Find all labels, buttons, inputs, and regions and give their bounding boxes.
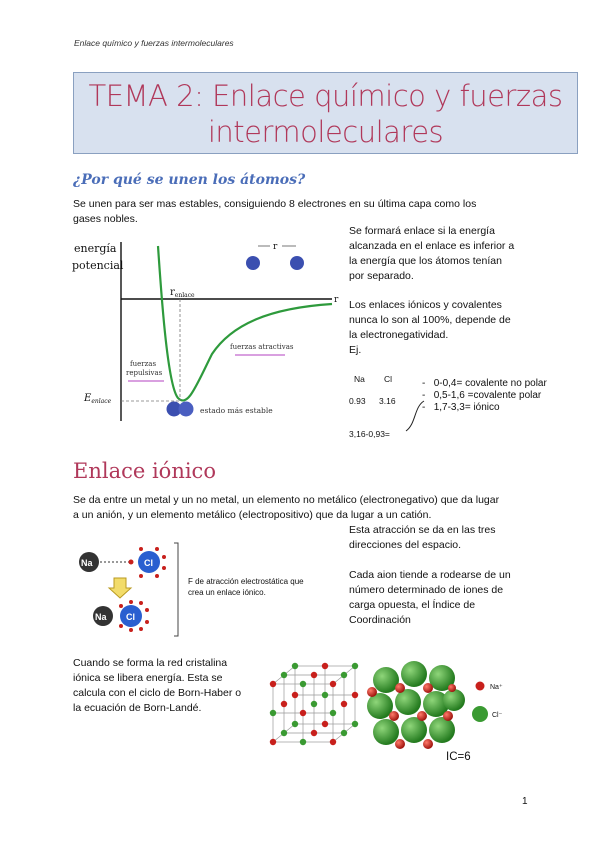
intro-line-2: gases nobles. (73, 213, 138, 225)
potential-curve (158, 246, 332, 400)
cl-legend-icon (472, 706, 488, 722)
ionic-right-paragraph-1 (349, 523, 549, 553)
example-cl: Cl (384, 374, 393, 384)
electron-dot (129, 560, 134, 565)
ionic-intro-line-1: Se da entre un metal y un no metal, un elemento no metálico (electronegativo) que da lugar (73, 494, 500, 506)
atom-bonded-2 (179, 402, 194, 417)
attractive-label: fuerzas atractivas (230, 343, 294, 351)
ionic-intro-paragraph (73, 493, 499, 523)
section-heading-ionic: Enlace iónico (73, 459, 216, 483)
ionic-intro-line-2: a un anión, y un elemento metálico (electropositivo) que da lugar a un catión. (73, 509, 432, 521)
right-p2-line: nunca lo son al 100%, depende de (349, 314, 511, 326)
title-line-1: TEMA 2: Enlace químico y fuerzas (88, 79, 563, 113)
legend-cl: Cl⁻ (492, 712, 503, 719)
lattice-energy-paragraph (73, 656, 263, 716)
bracket-line (172, 540, 182, 640)
e-enlace-label: $E_{enlace}$ (84, 393, 112, 405)
repulsive-label-1: fuerzas (130, 360, 157, 368)
coordination-index: IC=6 (446, 751, 471, 763)
crystal-lattice-space-filling (366, 660, 466, 752)
ionic-right-p2-line: Coordinación (349, 614, 411, 626)
electronegativity-example (349, 374, 579, 444)
classification-item-1: - 0-0,4= covalente no polar (422, 378, 547, 389)
right-p1-line: la energía que los átomos tenían (349, 255, 502, 267)
atom-separated-2 (290, 256, 304, 270)
example-cl-value: 3.16 (379, 396, 396, 406)
right-paragraph-2 (349, 298, 539, 358)
na-legend-icon (476, 682, 485, 691)
classification-list (422, 378, 547, 414)
intro-line-1: Se unen para ser mas estables, consiguiendo 8 electrones en su última capa como los (73, 198, 477, 210)
caption-line-2: crea un enlace iónico. (188, 588, 266, 597)
arrow-down-icon (109, 578, 131, 598)
right-p2-line: Ej. (349, 344, 362, 356)
example-na: Na (354, 374, 365, 384)
right-p1-line: por separado. (349, 270, 414, 282)
page-number: 1 (522, 796, 528, 807)
right-p2-line: Los enlaces iónicos y covalentes (349, 299, 502, 311)
graph-r-axis: r (334, 295, 339, 305)
ionic-right-p1-line: Esta atracción se da en las tres (349, 524, 496, 536)
classification-item-2: - 0,5-1,6 =covalente polar (422, 390, 542, 401)
ionic-right-p2-line: número determinado de iones de (349, 584, 504, 596)
ionic-right-p1-line: direcciones del espacio. (349, 539, 462, 551)
running-header: Enlace químico y fuerzas intermoleculares (74, 38, 234, 48)
diagram-na-label: Na (81, 558, 93, 568)
stable-label: estado más estable (200, 406, 273, 415)
ionic-right-paragraph-2 (349, 568, 549, 628)
atom-separated-1 (246, 256, 260, 270)
right-paragraph-1 (349, 224, 539, 284)
ionic-right-p2-line: carga opuesta, el Índice de (349, 599, 476, 611)
graph-r-label: r (273, 242, 278, 252)
section-question: ¿Por qué se unen los átomos? (73, 172, 306, 188)
lattice-ions (270, 663, 358, 745)
classification-item-3: - 1,7-3,3= iónico (422, 402, 500, 413)
caption-line-1: F de atracción electrostática que (188, 577, 304, 586)
lattice-line: Cuando se forma la red cristalina (73, 657, 228, 669)
graph-ylabel-1: energía (74, 242, 117, 255)
crystal-lattice-wireframe (265, 662, 365, 747)
diagram-caption (188, 576, 304, 598)
graph-ylabel-2: potencial (72, 259, 124, 272)
page-title (73, 78, 578, 150)
right-p1-line: Se formará enlace si la energía (349, 225, 495, 237)
repulsive-label-2: repulsivas (126, 369, 163, 377)
r-enlace-label: $r_{enlace}$ (170, 287, 195, 299)
diagram-na-ion-label: Na (95, 612, 107, 622)
lattice-legend (472, 680, 522, 724)
intro-paragraph (73, 197, 476, 227)
diagram-cl-label: Cl (144, 558, 153, 568)
right-p2-line: la electronegatividad. (349, 329, 449, 341)
lattice-line: la ecuación de Born-Landé. (73, 702, 202, 714)
lattice-line: calcula con el ciclo de Born-Haber o (73, 687, 242, 699)
potential-energy-graph (70, 236, 345, 426)
example-na-value: 0.93 (349, 396, 366, 406)
ionic-right-p2-line: Cada aion tiende a rodearse de un (349, 569, 511, 581)
legend-na: Na⁺ (490, 684, 503, 691)
ionic-bond-diagram (73, 540, 188, 640)
diagram-cl-ion-label: Cl (126, 612, 135, 622)
lattice-line: iónica se libera energía. Esta se (73, 672, 223, 684)
example-calc: 3,16-0,93= (349, 429, 390, 439)
title-line-2: intermoleculares (207, 115, 444, 149)
right-p1-line: alcanzada en el enlace es inferior a (349, 240, 515, 252)
